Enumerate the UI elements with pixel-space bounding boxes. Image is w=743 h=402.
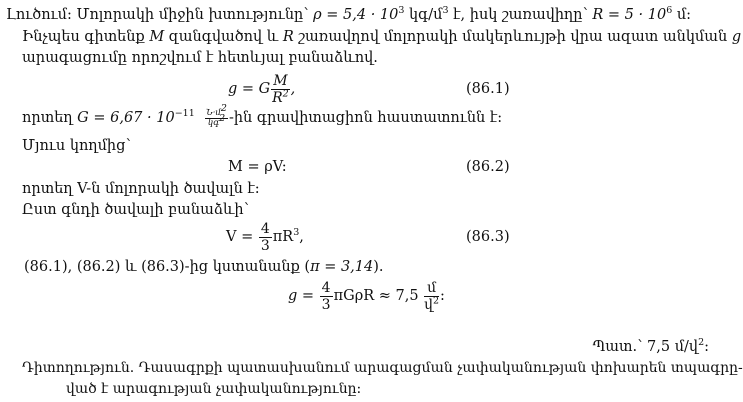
solution-intro-line: Լուծում: Մոլորակի միջին խտությունը՝ $\rho = 5,4 \cdot 10^3$ կգ/մ$^3$ է, իսկ շառավիղը՝ $R = 5 \cdot 10^6$ մ: bbox=[6, 5, 692, 23]
answer-text: Պատ.՝ 7,5 մ/վ bbox=[592, 339, 699, 355]
solution-label: Լուծում: bbox=[6, 7, 72, 23]
unit-fraction: $\frac{\text{Ն·մ2}}{\text{կգ2}}$ bbox=[205, 102, 227, 128]
final-equation: g = $\frac{4}{3}$ πGρR ≈ 7,5 $\frac{\text{մ}}{վ^2}$ : bbox=[288, 279, 445, 313]
answer-line: Պատ.՝ 7,5 մ/վ$^2$: bbox=[592, 337, 709, 355]
equation-number-86-3: (86.3) bbox=[466, 229, 510, 245]
note-line-2: ված է արագության չափականությունը: bbox=[66, 381, 362, 397]
text-line-2: Ինչպես գիտենք M զանգվածով և R շառավղով մոլորակի մակերևույթի վրա ազատ անկման g bbox=[22, 29, 742, 45]
text-line-6: որտեղ V-ն մոլորակի ծավալն է: bbox=[22, 181, 260, 197]
equation-86-2: M = ρV: bbox=[228, 159, 287, 175]
fraction-m-over-r2: $\frac{M}{R^2}$ bbox=[272, 72, 289, 106]
equation-86-3: V = $\frac{4}{3}$ $\pi R^3$, bbox=[226, 220, 304, 254]
text-line-5: Մյուս կողմից՝ bbox=[22, 138, 131, 154]
note-line-1: Դիտողություն. Դասագրքի պատասխանում արագացման չափականության փոխարեն տպագրը- bbox=[22, 360, 743, 376]
text-line-4: որտեղ $G = 6,67 \cdot 10^{-11}$ $\frac{\text{Ն·մ2}}{\text{կգ2}}$ -ին գրավիտացիոն հաստատունն է: bbox=[22, 102, 503, 128]
fraction-4-over-3: $\frac{4}{3}$ bbox=[260, 220, 270, 254]
radius-expression: R = 5 · 10 bbox=[592, 7, 667, 23]
equation-number-86-2: (86.2) bbox=[466, 159, 510, 175]
text-line-7: Ըստ գնդի ծավալի բանաձևի՝ bbox=[22, 202, 249, 218]
text-line-3: արագացումը որոշվում է հետևյալ բանաձևով. bbox=[22, 50, 378, 66]
density-expression: ρ = 5,4 · 10 bbox=[313, 7, 399, 23]
gravitational-constant-expression: G = 6,67 · 10 bbox=[77, 110, 175, 126]
equation-86-1: g = G $\frac{M}{R^2}$ , bbox=[228, 72, 296, 106]
fraction-4-over-3-final: $\frac{4}{3}$ bbox=[321, 279, 331, 313]
unit-fraction-final: $\frac{\text{մ}}{վ^2}$ bbox=[424, 279, 440, 313]
equation-number-86-1: (86.1) bbox=[466, 81, 510, 97]
text-line-8: (86.1), (86.2) և (86.3)-ից կստանանք (π = 3,14). bbox=[24, 259, 384, 275]
